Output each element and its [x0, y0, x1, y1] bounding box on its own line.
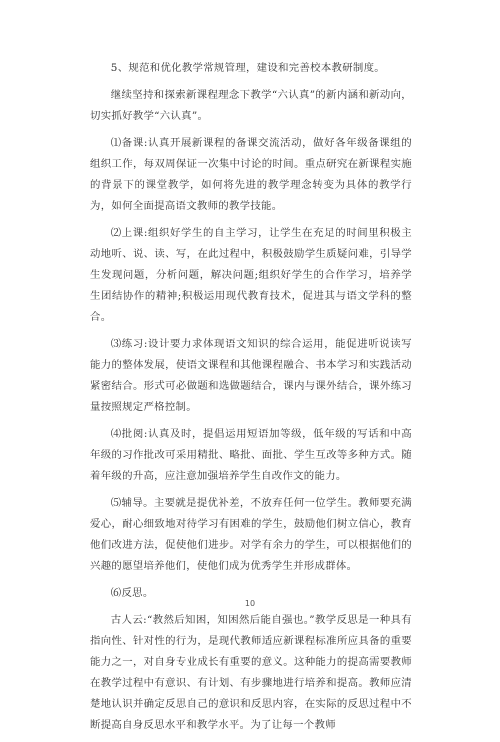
paragraph-intro: 继续坚持和探索新课程理念下教学“六认真”的新内涵和新动向，切实抓好教学“六认真”。 — [90, 89, 412, 122]
paragraph-reflection-heading: ⑹反思。 — [110, 587, 154, 599]
paragraph-tutoring: ⑸辅导。主要就是提优补差，不放弃任何一位学生。教师要充满爱心，耐心细致地对待学习有困难的学生，鼓励他们树立信心，教育他们改进方法，促使他们进步。对学有余力的学生，可以根据他们的兴趣的愿望培养他们，使他们成为优秀学生并形成群体。 — [90, 497, 412, 572]
paragraph-reflection: 古人云:“教然后知困，知困然后能自强也。”教学反思是一种具有指向性、针对性的行为，是现代教师适应新课程标准所应具备的重要能力之一，对自身专业成长有重要的意义。这种能力的提高需要教师在教学过程中有意识、有计划、有步骤地进行培养和提高。教师应清楚地认识并确定反思自己的意识和反思内容，在实际的反思过程中不断提高自身反思水平和教学水平。为了让每一个教师 — [90, 614, 412, 731]
paragraph-exercises: ⑶练习:设计要力求体现语文知识的综合运用，能促进听说读写能力的整体发展，使语文课程和其他课程融合、书本学习和实践活动紧密结合。形式可必做题和选做题结合，课内与课外结合，课外练习量按照规定严格控制。 — [90, 338, 412, 413]
page-number: 10 — [244, 599, 256, 608]
paragraph-teaching: ⑵上课:组织好学生的自主学习，让学生在充足的时间里积极主动地听、说、读、写，在此过程中，积极鼓励学生质疑问难，引导学生发现问题，分析问题，解决问题;组织好学生的合作学习，培养学生团结协作的精神;积极运用现代教育技术，促进其与语文学科的整合。 — [90, 227, 412, 323]
document-body — [90, 58, 412, 742]
paragraph-lesson-prep: ⑴备课:认真开展新课程的备课交流活动，做好各年级备课组的组织工作，每双周保证一次集中讨论的时间。重点研究在新课程实施的背景下的课堂教学，如何将先进的教学理念转变为具体的教学行为，如何全面提高语文教师的教学技能。 — [90, 137, 412, 212]
paragraph-grading: ⑷批阅:认真及时，提倡运用短语加等级，低年级的写话和中高年级的习作批改可采用精批、略批、面批、学生互改等多种方式。随着年级的升高，应注意加强培养学生自改作文的能力。 — [90, 428, 412, 482]
paragraph-section-5: 5、规范和优化教学常规管理，建设和完善校本教研制度。 — [110, 62, 385, 74]
